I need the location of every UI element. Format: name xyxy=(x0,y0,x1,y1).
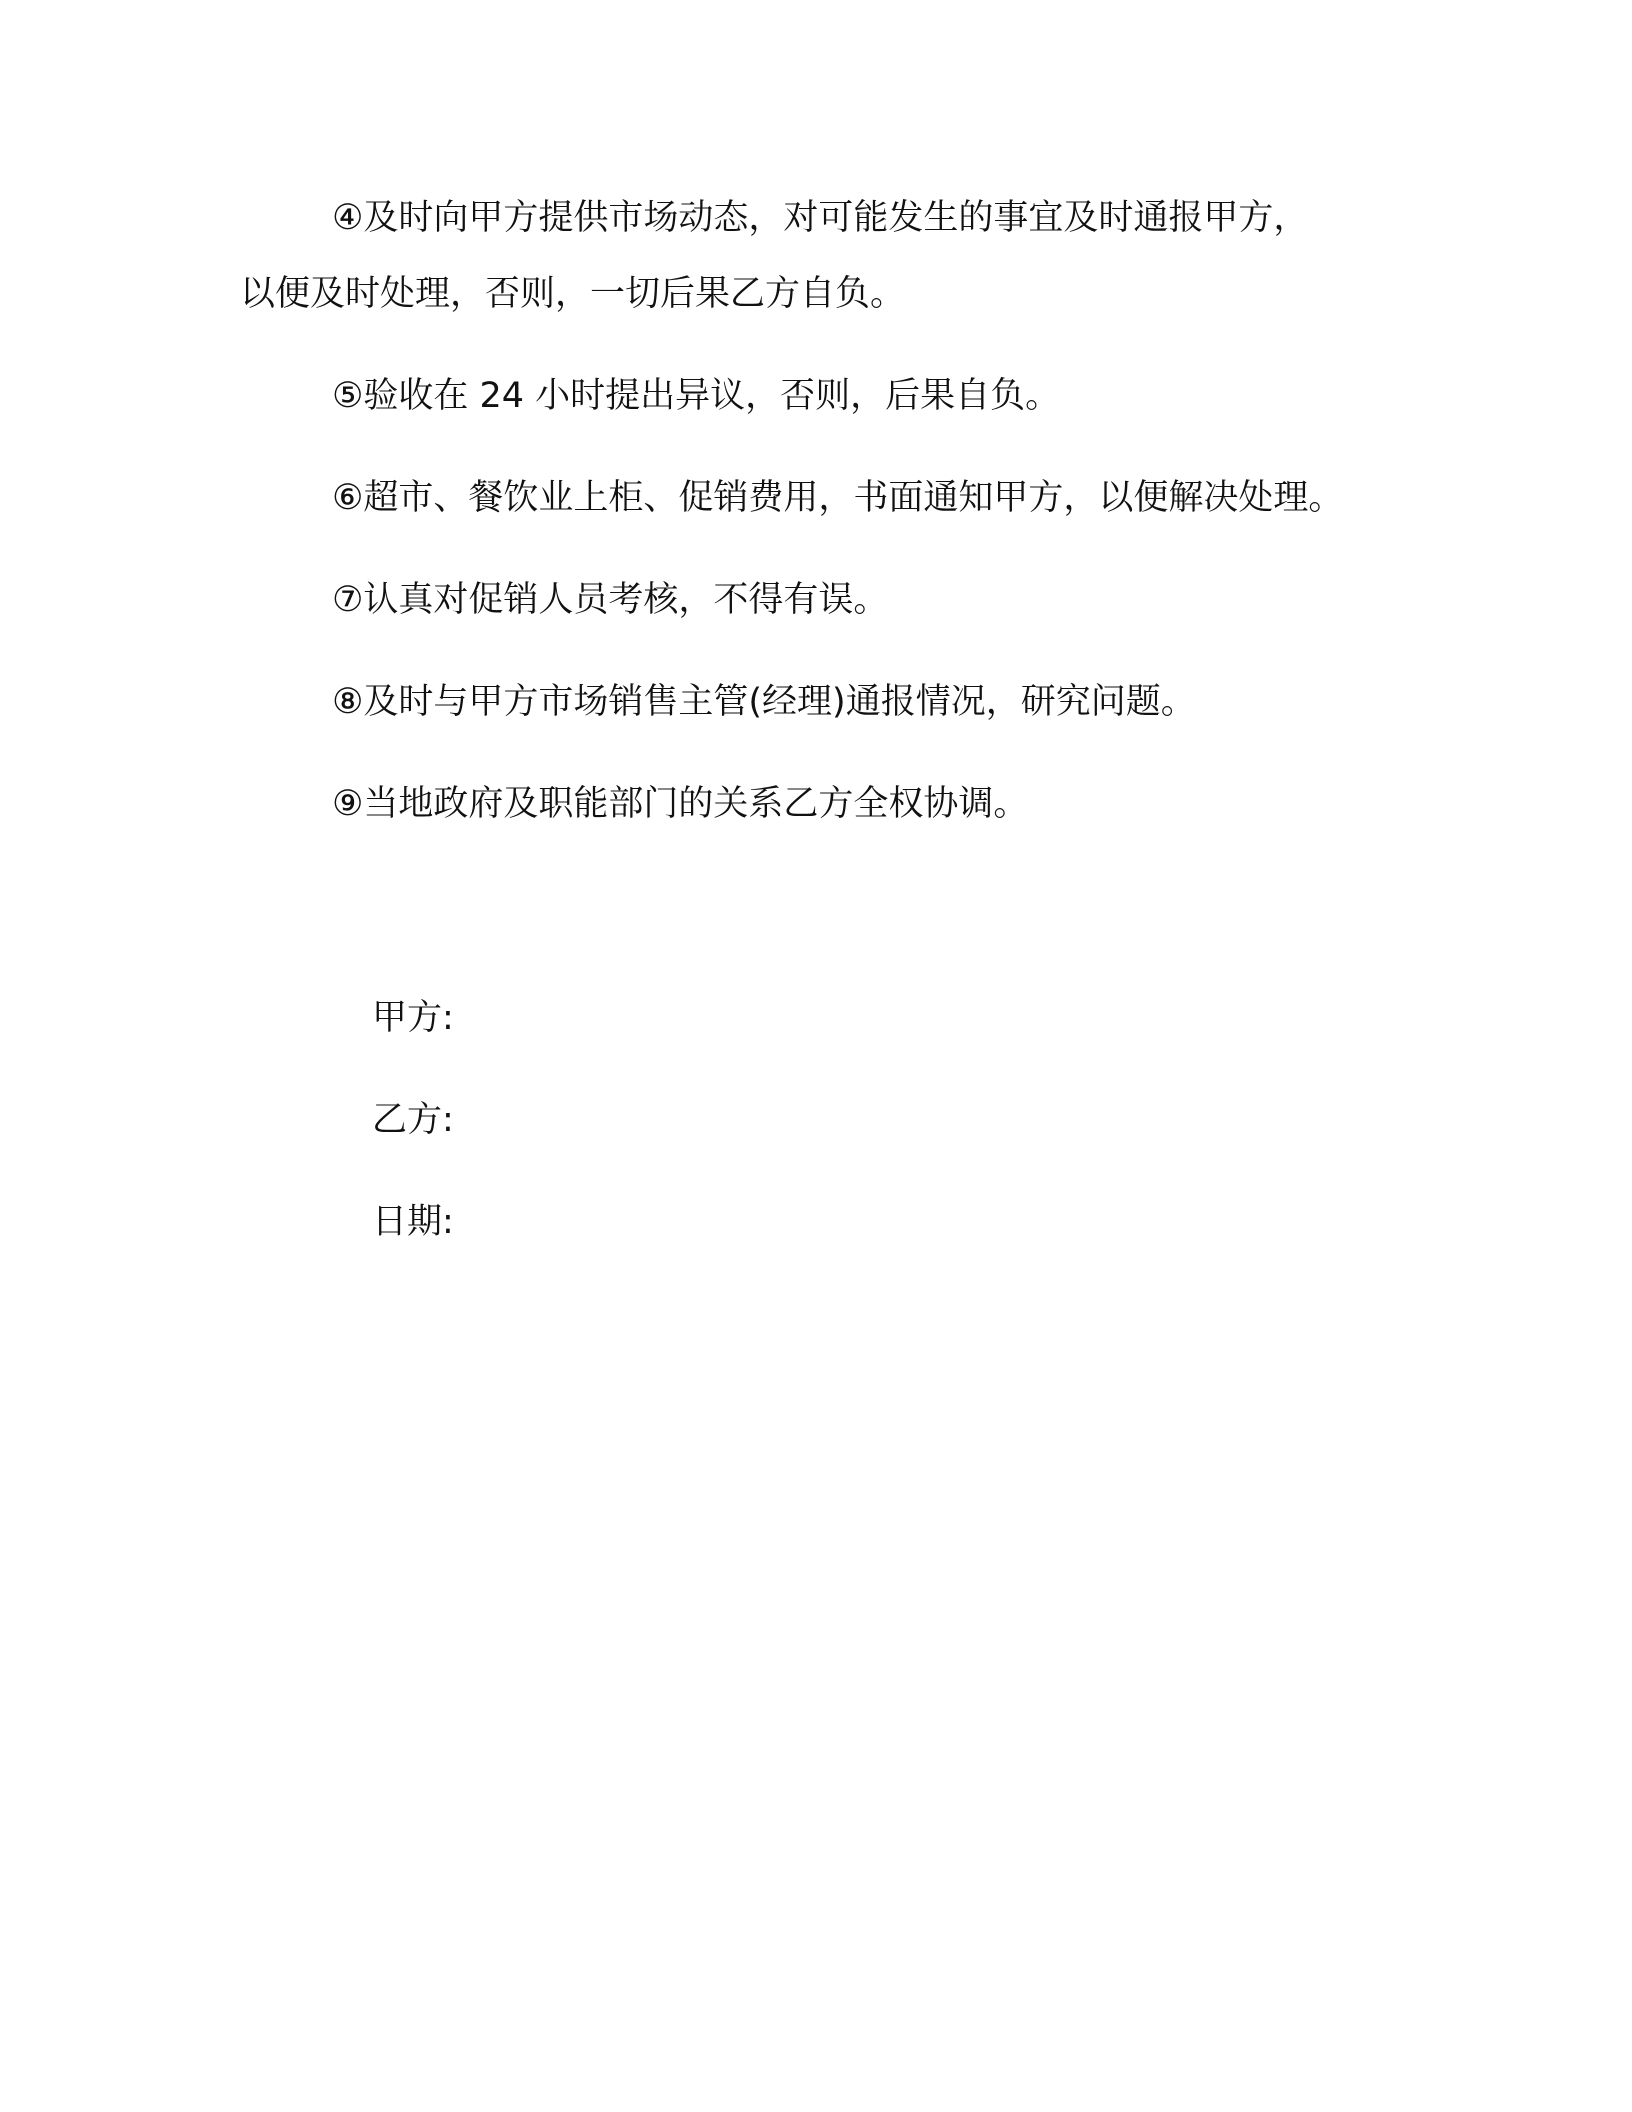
clause-9: ⑨当地政府及职能部门的关系乙方全权协调。 xyxy=(332,784,1029,824)
clause-7: ⑦认真对促销人员考核，不得有误。 xyxy=(332,580,889,620)
clause-4 xyxy=(240,180,1390,332)
clause-8: ⑧及时与甲方市场销售主管(经理)通报情况，研究问题。 xyxy=(332,682,1196,722)
clause-6: ⑥超市、餐饮业上柜、促销费用，书面通知甲方，以便解决处理。 xyxy=(332,478,1344,518)
signature-date-label: 日期: xyxy=(372,1202,454,1242)
party-a-signature-label: 甲方: xyxy=(372,998,454,1038)
clause-5: ⑤验收在 24 小时提出异议，否则，后果自负。 xyxy=(332,376,1061,416)
party-b-signature-label: 乙方: xyxy=(372,1100,454,1140)
clause-4-line-1: ④及时向甲方提供市场动态，对可能发生的事宜及时通报甲方， xyxy=(332,198,1309,238)
clause-4-line-2: 以便及时处理，否则，一切后果乙方自负。 xyxy=(240,274,906,314)
